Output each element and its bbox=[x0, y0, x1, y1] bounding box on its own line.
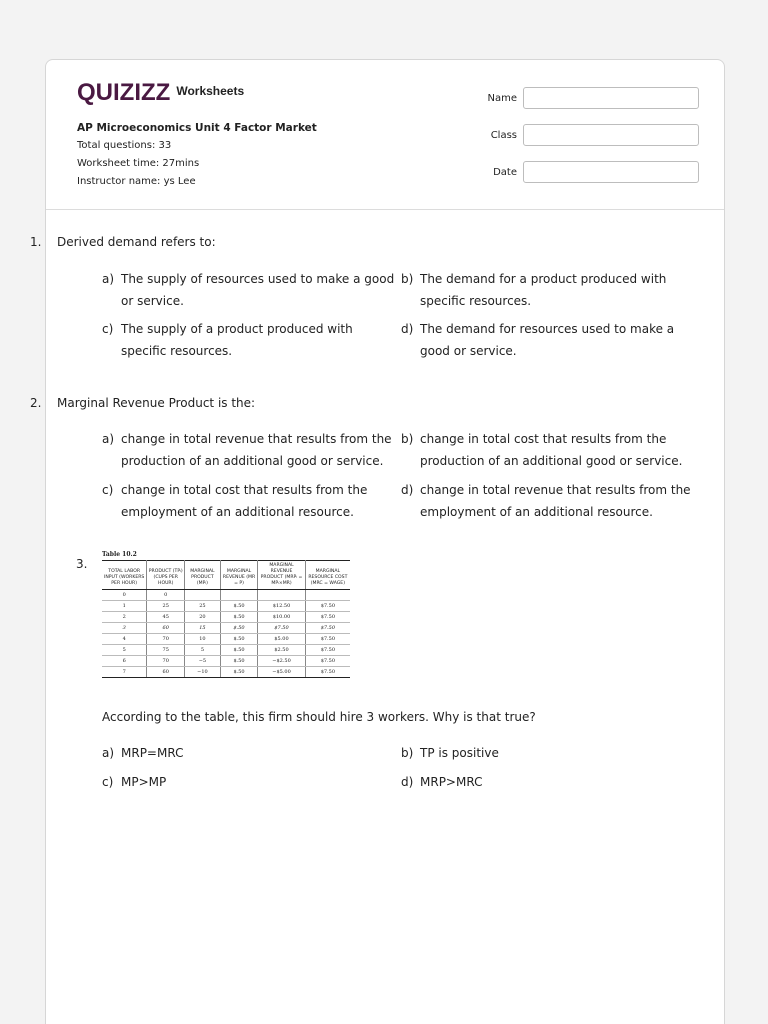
q1-option-a[interactable] bbox=[102, 268, 397, 312]
option-text: The supply of a product produced with specific resources. bbox=[121, 322, 353, 358]
table-cell: $7.50 bbox=[305, 634, 350, 645]
option-letter: b) bbox=[401, 432, 414, 446]
class-field-row bbox=[479, 124, 699, 146]
date-input[interactable] bbox=[523, 161, 699, 183]
table-cell: 45 bbox=[147, 612, 185, 623]
table-cell: 5 bbox=[102, 645, 147, 656]
question-text: According to the table, this firm should hire 3 workers. Why is that true? bbox=[102, 710, 536, 724]
name-field-row bbox=[479, 87, 699, 109]
name-input[interactable] bbox=[523, 87, 699, 109]
table-cell: 5 bbox=[185, 645, 221, 656]
table-cell: −$5.00 bbox=[258, 667, 305, 678]
table-body bbox=[102, 590, 350, 678]
table-cell: 0 bbox=[102, 590, 147, 601]
option-letter: d) bbox=[401, 322, 414, 336]
table-cell: 3 bbox=[102, 623, 147, 634]
q2-option-b[interactable] bbox=[401, 428, 696, 472]
q2-option-a[interactable] bbox=[102, 428, 397, 472]
table-cell: −$2.50 bbox=[258, 656, 305, 667]
option-letter: b) bbox=[401, 746, 414, 760]
table-cell: $.50 bbox=[220, 667, 258, 678]
table-cell: $.50 bbox=[220, 612, 258, 623]
q2-option-c[interactable] bbox=[102, 479, 397, 523]
table-cell: $7.50 bbox=[305, 612, 350, 623]
table-cell: $.50 bbox=[220, 601, 258, 612]
q2-option-d[interactable] bbox=[401, 479, 696, 523]
q1-option-d[interactable] bbox=[401, 318, 696, 362]
table-header: MARGINAL RESOURCE COST (MRC = WAGE) bbox=[305, 561, 350, 590]
data-table bbox=[102, 560, 350, 678]
option-letter: a) bbox=[102, 746, 115, 760]
table-cell: $7.50 bbox=[305, 645, 350, 656]
question-number: 2. bbox=[30, 396, 42, 410]
table-row bbox=[102, 667, 350, 678]
table-cell: −5 bbox=[185, 656, 221, 667]
table-cell: 25 bbox=[185, 601, 221, 612]
table-cell: 6 bbox=[102, 656, 147, 667]
table-cell: 4 bbox=[102, 634, 147, 645]
table-cell: $7.50 bbox=[305, 601, 350, 612]
table-cell: $7.50 bbox=[305, 667, 350, 678]
worksheet-title: AP Microeconomics Unit 4 Factor Market bbox=[77, 122, 317, 134]
option-text: change in total cost that results from the employment of an additional resource. bbox=[121, 483, 368, 519]
table-cell bbox=[305, 590, 350, 601]
table-cell: $.50 bbox=[220, 634, 258, 645]
option-text: change in total revenue that results from the employment of an additional resource. bbox=[420, 483, 691, 519]
table-header: PRODUCT (TPₗ) (CUPS PER HOUR) bbox=[147, 561, 185, 590]
option-text: The supply of resources used to make a good or service. bbox=[121, 272, 395, 308]
table-cell: $7.50 bbox=[305, 656, 350, 667]
option-text: The demand for resources used to make a good or service. bbox=[420, 322, 675, 358]
instructor-name: Instructor name: ys Lee bbox=[77, 176, 196, 187]
table-cell: $.50 bbox=[220, 656, 258, 667]
brand-subtitle: Worksheets bbox=[176, 84, 245, 98]
table-cell: $.50 bbox=[220, 645, 258, 656]
q3-option-b[interactable] bbox=[401, 742, 696, 764]
q3-option-a[interactable] bbox=[102, 742, 397, 764]
option-text: MP>MP bbox=[121, 775, 167, 789]
table-cell: −10 bbox=[185, 667, 221, 678]
option-text: change in total revenue that results from the production of an additional good or service. bbox=[121, 432, 392, 468]
option-letter: a) bbox=[102, 272, 115, 286]
table-row bbox=[102, 612, 350, 623]
option-letter: d) bbox=[401, 775, 414, 789]
table-row bbox=[102, 656, 350, 667]
table-cell: 10 bbox=[185, 634, 221, 645]
q1-option-c[interactable] bbox=[102, 318, 397, 362]
name-label: Name bbox=[487, 92, 517, 104]
worksheet-header bbox=[46, 60, 724, 210]
option-text: change in total cost that results from the production of an additional good or service. bbox=[420, 432, 683, 468]
q3-option-d[interactable] bbox=[401, 771, 696, 793]
table-cell: 60 bbox=[147, 667, 185, 678]
option-text: MRP>MRC bbox=[420, 775, 483, 789]
table-cell: $7.50 bbox=[258, 623, 305, 634]
table-cell: 7 bbox=[102, 667, 147, 678]
table-cell: 20 bbox=[185, 612, 221, 623]
table-cell: $.50 bbox=[220, 623, 258, 634]
table-cell: $10.00 bbox=[258, 612, 305, 623]
table-header: TOTAL LABOR INPUT (WORKERS PER HOUR) bbox=[102, 561, 147, 590]
table-row bbox=[102, 601, 350, 612]
table-cell: 75 bbox=[147, 645, 185, 656]
table-cell bbox=[185, 590, 221, 601]
date-label: Date bbox=[493, 166, 517, 178]
table-cell bbox=[220, 590, 258, 601]
table-cell: 70 bbox=[147, 656, 185, 667]
worksheet-meta bbox=[77, 119, 317, 191]
table-cell: 60 bbox=[147, 623, 185, 634]
question-text: Derived demand refers to: bbox=[57, 235, 216, 249]
student-fields bbox=[479, 87, 699, 198]
option-letter: b) bbox=[401, 272, 414, 286]
worksheet-time: Worksheet time: 27mins bbox=[77, 158, 200, 169]
table-cell bbox=[258, 590, 305, 601]
table-row bbox=[102, 623, 350, 634]
q3-option-c[interactable] bbox=[102, 771, 397, 793]
class-input[interactable] bbox=[523, 124, 699, 146]
table-header: MARGINAL REVENUE PRODUCT (MRPₗ = MPₗ×MR) bbox=[258, 561, 305, 590]
option-text: MRP=MRC bbox=[121, 746, 184, 760]
table-cell: 0 bbox=[147, 590, 185, 601]
class-label: Class bbox=[490, 129, 517, 141]
table-cell: 2 bbox=[102, 612, 147, 623]
brand bbox=[77, 80, 244, 106]
total-questions: Total questions: 33 bbox=[77, 140, 172, 151]
option-letter: a) bbox=[102, 432, 115, 446]
date-field-row bbox=[479, 161, 699, 183]
option-letter: c) bbox=[102, 322, 114, 336]
option-letter: d) bbox=[401, 483, 414, 497]
table-cell: 70 bbox=[147, 634, 185, 645]
question-text: Marginal Revenue Product is the: bbox=[57, 396, 256, 410]
table-header: MARGINAL PRODUCT (MPₗ) bbox=[185, 561, 221, 590]
q1-option-b[interactable] bbox=[401, 268, 696, 312]
labor-table bbox=[102, 551, 352, 678]
table-cell: 1 bbox=[102, 601, 147, 612]
table-header-row bbox=[102, 561, 350, 590]
worksheet-page bbox=[45, 59, 725, 1024]
option-letter: c) bbox=[102, 775, 114, 789]
table-cell: $5.00 bbox=[258, 634, 305, 645]
option-letter: c) bbox=[102, 483, 114, 497]
option-text: TP is positive bbox=[420, 746, 499, 760]
table-row bbox=[102, 590, 350, 601]
table-cell: $2.50 bbox=[258, 645, 305, 656]
table-cell: 15 bbox=[185, 623, 221, 634]
table-row bbox=[102, 634, 350, 645]
table-header: MARGINAL REVENUE (MR = P) bbox=[220, 561, 258, 590]
table-caption: Table 10.2 bbox=[102, 551, 137, 558]
table-cell: 25 bbox=[147, 601, 185, 612]
table-cell: $7.50 bbox=[305, 623, 350, 634]
question-number: 1. bbox=[30, 235, 42, 249]
table-cell: $12.50 bbox=[258, 601, 305, 612]
option-text: The demand for a product produced with specific resources. bbox=[420, 272, 667, 308]
question-number: 3. bbox=[76, 557, 88, 571]
quizizz-logo: QUIZIZZ bbox=[77, 79, 171, 106]
table-row bbox=[102, 645, 350, 656]
